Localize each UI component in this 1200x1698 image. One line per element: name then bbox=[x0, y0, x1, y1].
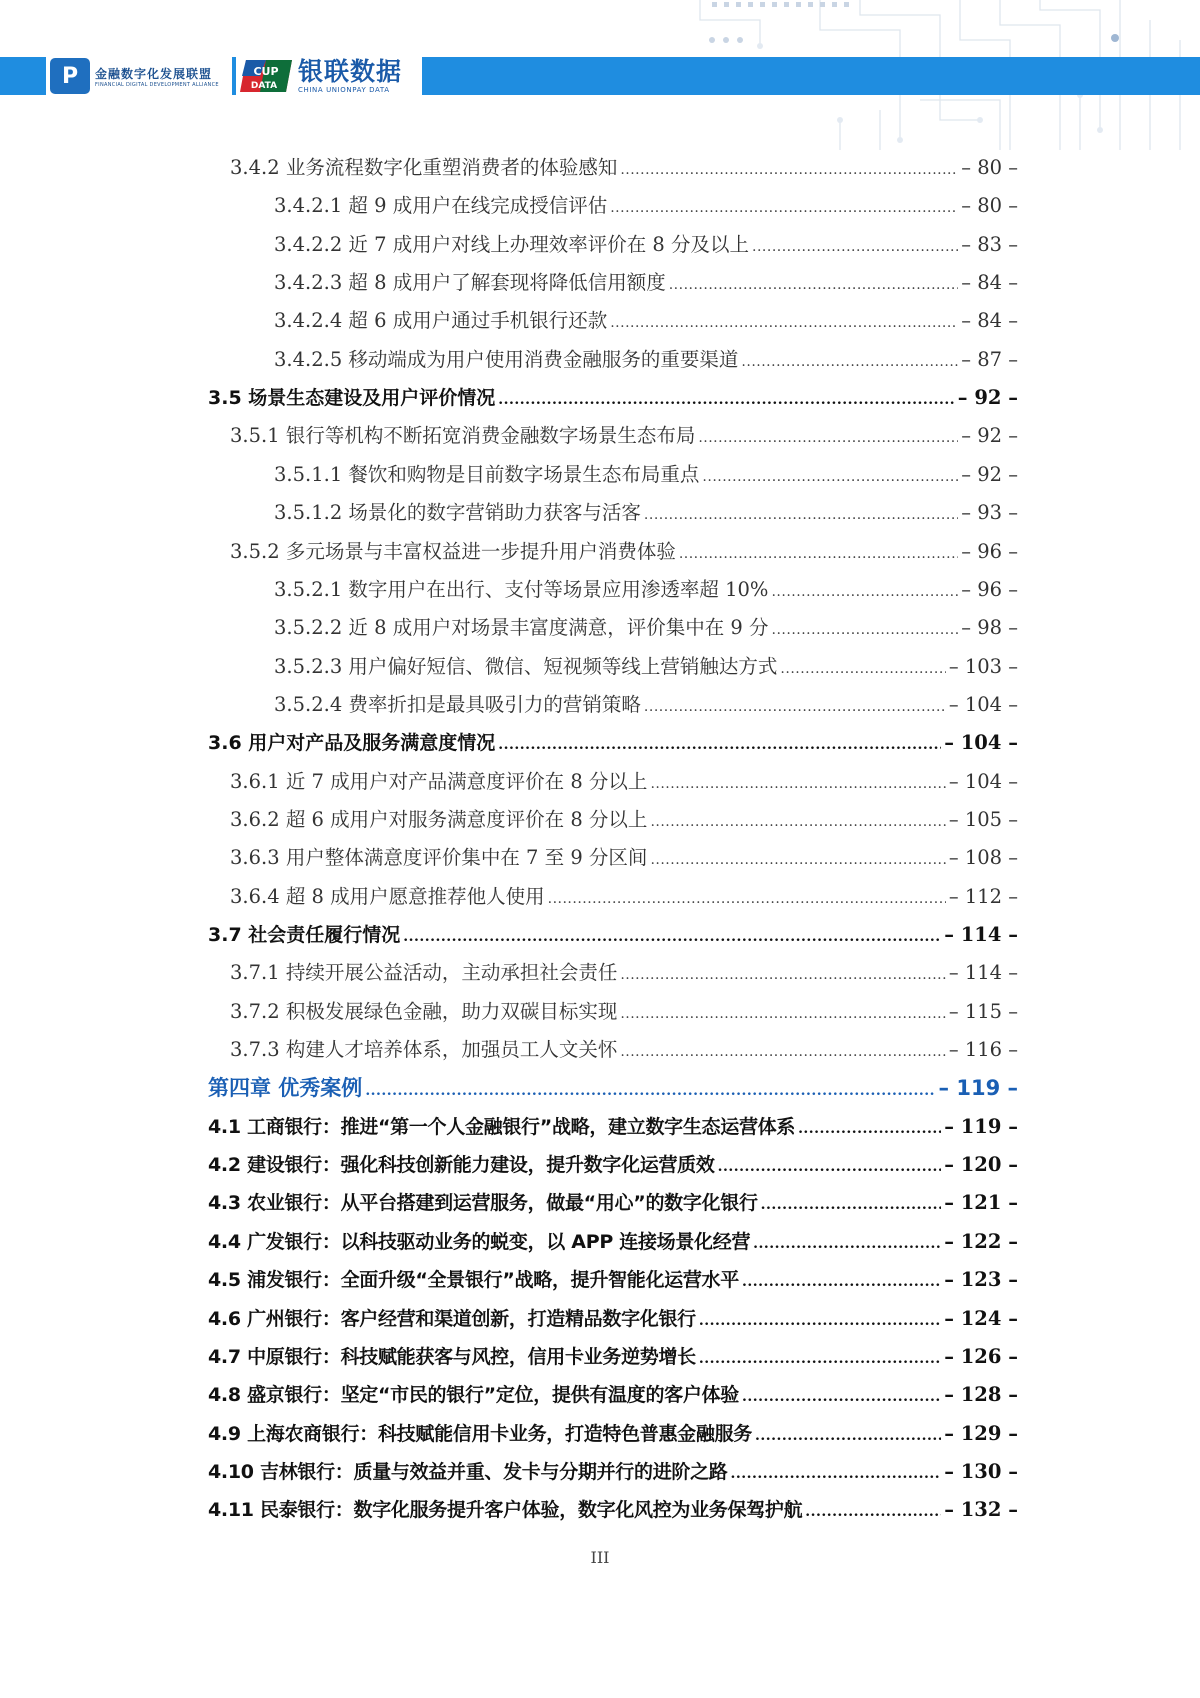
toc-entry-page: – 119 – bbox=[944, 1114, 1018, 1138]
toc-entry-page: – 132 – bbox=[944, 1498, 1018, 1522]
toc-dot-leader bbox=[610, 189, 958, 227]
toc-entry[interactable] bbox=[274, 648, 1018, 686]
toc-dot-leader bbox=[650, 803, 945, 841]
toc-entry[interactable] bbox=[208, 1261, 1018, 1299]
toc-entry[interactable] bbox=[230, 993, 1018, 1031]
toc-dot-leader bbox=[699, 1340, 941, 1378]
toc-entry-title: 3.7.1 持续开展公益活动，主动承担社会责任 bbox=[230, 961, 618, 985]
toc-entry[interactable] bbox=[274, 609, 1018, 647]
toc-entry-title: 3.5.2.1 数字用户在出行、支付等场景应用渗透率超 10% bbox=[274, 577, 769, 601]
toc-dot-leader bbox=[669, 266, 959, 304]
toc-entry-page: – 126 – bbox=[944, 1344, 1018, 1368]
toc-dot-leader bbox=[403, 918, 941, 956]
toc-entry-title: 4.2 建设银行：强化科技创新能力建设，提升数字化运营质效 bbox=[208, 1154, 715, 1177]
toc-dot-leader bbox=[805, 1493, 941, 1531]
toc-entry-page: – 104 – bbox=[944, 731, 1018, 755]
toc-entry[interactable] bbox=[230, 954, 1018, 992]
toc-dot-leader bbox=[650, 841, 945, 879]
toc-dot-leader bbox=[755, 1417, 941, 1455]
toc-dot-leader bbox=[679, 535, 958, 573]
toc-entry[interactable] bbox=[274, 456, 1018, 494]
toc-dot-leader bbox=[742, 1378, 941, 1416]
toc-entry-title: 3.6.3 用户整体满意度评价集中在 7 至 9 分区间 bbox=[230, 846, 648, 870]
cupdata-mark-bottom: DATA bbox=[250, 81, 278, 91]
toc-dot-leader bbox=[702, 458, 958, 496]
toc-entry-title: 3.5.1.1 餐饮和购物是目前数字场景生态布局重点 bbox=[274, 462, 700, 486]
toc-entry-page: – 119 – bbox=[938, 1076, 1018, 1101]
toc-entry[interactable] bbox=[208, 379, 1018, 417]
toc-entry-title: 3.5.1 银行等机构不断拓宽消费金融数字场景生态布局 bbox=[230, 424, 696, 448]
toc-entry-title: 3.4.2.5 移动端成为用户使用消费金融服务的重要渠道 bbox=[274, 347, 739, 371]
fda-logo bbox=[46, 55, 232, 97]
toc-entry-title: 4.5 浦发银行：全面升级“全景银行”战略，提升智能化运营水平 bbox=[208, 1269, 739, 1292]
toc-dot-leader bbox=[771, 573, 958, 611]
toc-entry-page: – 122 – bbox=[944, 1229, 1018, 1253]
toc-dot-leader bbox=[610, 304, 958, 342]
toc-dot-leader bbox=[620, 1033, 946, 1071]
toc-entry-title: 4.6 广州银行：客户经营和渠道创新，打造精品数字化银行 bbox=[208, 1307, 696, 1330]
toc-entry-page: – 121 – bbox=[944, 1191, 1018, 1215]
toc-dot-leader bbox=[752, 228, 958, 266]
cupdata-mark-top: CUP bbox=[253, 65, 279, 78]
fda-logo-name: 金融数字化发展联盟 bbox=[95, 66, 213, 81]
toc-entry-page: – 83 – bbox=[961, 232, 1018, 256]
toc-entry-title: 4.4 广发银行：以科技驱动业务的蜕变，以 APP 连接场景化经营 bbox=[208, 1230, 751, 1253]
fda-logo-icon: P bbox=[50, 58, 90, 94]
toc-entry-page: – 96 – bbox=[961, 539, 1018, 563]
toc-dot-leader bbox=[620, 956, 946, 994]
toc-entry[interactable] bbox=[274, 494, 1018, 532]
toc-entry-page: – 84 – bbox=[961, 271, 1018, 295]
toc-entry-title: 3.5.2.4 费率折扣是最具吸引力的营销策略 bbox=[274, 692, 641, 716]
toc-entry-title: 3.5.2.2 近 8 成用户对场景丰富度满意，评价集中在 9 分 bbox=[274, 616, 769, 640]
toc-entry[interactable] bbox=[208, 1108, 1018, 1146]
toc-entry-title: 3.7.2 积极发展绿色金融，助力双碳目标实现 bbox=[230, 999, 618, 1023]
toc-entry-page: – 93 – bbox=[961, 501, 1018, 525]
toc-entry-title: 3.7 社会责任履行情况 bbox=[208, 924, 401, 946]
toc-entry[interactable] bbox=[230, 149, 1018, 187]
toc-entry-page: – 124 – bbox=[944, 1306, 1018, 1330]
toc-dot-leader bbox=[731, 1455, 942, 1493]
toc-entry[interactable] bbox=[208, 724, 1018, 762]
toc-entry-page: – 116 – bbox=[948, 1038, 1018, 1062]
toc-dot-leader bbox=[498, 381, 955, 419]
toc-entry-page: – 130 – bbox=[944, 1459, 1018, 1483]
toc-entry-page: – 129 – bbox=[944, 1421, 1018, 1445]
toc-dot-leader bbox=[644, 688, 946, 726]
toc-entry-page: – 123 – bbox=[944, 1268, 1018, 1292]
toc-entry-title: 4.9 上海农商银行：科技赋能信用卡业务，打造特色普惠金融服务 bbox=[208, 1422, 752, 1445]
toc-entry-page: – 92 – bbox=[957, 386, 1018, 410]
toc-entry[interactable] bbox=[274, 187, 1018, 225]
toc-dot-leader bbox=[798, 1110, 941, 1148]
toc-entry-title: 3.4.2.3 超 8 成用户了解套现将降低信用额度 bbox=[274, 271, 666, 295]
toc-entry[interactable] bbox=[208, 1338, 1018, 1376]
toc-entry[interactable] bbox=[230, 801, 1018, 839]
toc-dot-leader bbox=[772, 611, 959, 649]
page-header bbox=[0, 0, 1200, 150]
toc-entry-page: – 114 – bbox=[948, 961, 1018, 985]
toc-entry-title: 4.10 吉林银行：质量与效益并重、发卡与分期并行的进阶之路 bbox=[208, 1460, 728, 1483]
toc-entry-title: 3.4.2.4 超 6 成用户通过手机银行还款 bbox=[274, 309, 608, 333]
toc-entry[interactable] bbox=[274, 571, 1018, 609]
toc-entry[interactable] bbox=[230, 763, 1018, 801]
toc-entry-page: – 103 – bbox=[948, 654, 1018, 678]
toc-dot-leader bbox=[650, 765, 945, 803]
toc-entry-page: – 92 – bbox=[961, 462, 1018, 486]
toc-entry[interactable] bbox=[208, 916, 1018, 954]
toc-dot-leader bbox=[741, 343, 958, 381]
toc-entry-page: – 114 – bbox=[944, 923, 1018, 946]
toc-entry[interactable] bbox=[230, 533, 1018, 571]
toc-entry[interactable] bbox=[274, 686, 1018, 724]
toc-entry-title: 第四章 优秀案例 bbox=[208, 1076, 363, 1101]
toc-entry-page: – 98 – bbox=[961, 616, 1018, 640]
toc-entry-title: 4.7 中原银行：科技赋能获客与风控，信用卡业务逆势增长 bbox=[208, 1345, 696, 1368]
toc-entry-title: 3.4.2.1 超 9 成用户在线完成授信评估 bbox=[274, 194, 608, 218]
toc-dot-leader bbox=[365, 1072, 935, 1110]
toc-entry-page: – 120 – bbox=[944, 1153, 1018, 1177]
toc-entry-title: 3.6 用户对产品及服务满意度情况 bbox=[208, 732, 496, 755]
toc-entry[interactable] bbox=[208, 1491, 1018, 1529]
fda-logo-english: FINANCIAL DIGITAL DEVELOPMENT ALLIANCE bbox=[95, 81, 219, 88]
toc-entry-page: – 87 – bbox=[961, 347, 1018, 371]
toc-entry-title: 3.4.2 业务流程数字化重塑消费者的体验感知 bbox=[230, 156, 618, 179]
toc-entry-page: – 104 – bbox=[948, 692, 1018, 716]
toc-entry-title: 3.4.2.2 近 7 成用户对线上办理效率评价在 8 分及以上 bbox=[274, 232, 750, 256]
toc-entry-title: 3.5.2 多元场景与丰富权益进一步提升用户消费体验 bbox=[230, 539, 676, 563]
toc-entry-title: 3.6.1 近 7 成用户对产品满意度评价在 8 分以上 bbox=[230, 769, 648, 793]
cupdata-logo-icon bbox=[236, 56, 296, 96]
toc-entry-page: – 104 – bbox=[948, 769, 1018, 793]
toc-dot-leader bbox=[742, 1263, 941, 1301]
toc-entry[interactable] bbox=[208, 1184, 1018, 1222]
toc-entry-title: 3.6.4 超 8 成用户愿意推荐他人使用 bbox=[230, 884, 545, 908]
toc-entry[interactable] bbox=[230, 417, 1018, 455]
toc-entry[interactable] bbox=[208, 1376, 1018, 1414]
toc-entry[interactable] bbox=[274, 264, 1018, 302]
toc-entry-title: 3.7.3 构建人才培养体系，加强员工人文关怀 bbox=[230, 1038, 618, 1062]
toc-entry[interactable] bbox=[208, 1223, 1018, 1261]
toc-entry-page: – 105 – bbox=[948, 807, 1018, 831]
toc-entry[interactable] bbox=[208, 1069, 1018, 1107]
toc-entry-page: – 80 – bbox=[961, 156, 1018, 179]
toc-entry[interactable] bbox=[208, 1146, 1018, 1184]
toc-dot-leader bbox=[620, 151, 958, 189]
toc-entry-page: – 92 – bbox=[961, 424, 1018, 448]
toc-entry-title: 3.5.1.2 场景化的数字营销助力获客与活客 bbox=[274, 501, 641, 525]
toc-entry-page: – 84 – bbox=[961, 309, 1018, 333]
toc-entry-page: – 108 – bbox=[948, 846, 1018, 870]
toc-entry[interactable] bbox=[208, 1453, 1018, 1491]
toc-entry-page: – 128 – bbox=[944, 1383, 1018, 1407]
toc-entry-title: 4.1 工商银行：推进“第一个人金融银行”战略，建立数字生态运营体系 bbox=[208, 1115, 796, 1138]
toc-entry[interactable] bbox=[230, 878, 1018, 916]
page-number: III bbox=[590, 1548, 610, 1567]
toc-dot-leader bbox=[753, 1225, 941, 1263]
toc-entry-title: 3.6.2 超 6 成用户对服务满意度评价在 8 分以上 bbox=[230, 807, 648, 831]
toc-entry[interactable] bbox=[230, 839, 1018, 877]
toc-entry-page: – 96 – bbox=[961, 577, 1018, 601]
toc-entry-title: 4.8 盛京银行：坚定“市民的银行”定位，提供有温度的客户体验 bbox=[208, 1384, 739, 1407]
toc-dot-leader bbox=[699, 1302, 941, 1340]
toc-entry-title: 3.5.2.3 用户偏好短信、微信、短视频等线上营销触达方式 bbox=[274, 654, 778, 678]
cupdata-logo-name: 银联数据 bbox=[298, 57, 403, 86]
toc-dot-leader bbox=[718, 1148, 942, 1186]
toc-entry-title: 4.11 民泰银行：数字化服务提升客户体验，数字化风控为业务保驾护航 bbox=[208, 1499, 803, 1522]
toc-entry[interactable] bbox=[208, 1300, 1018, 1338]
toc-entry[interactable] bbox=[274, 341, 1018, 379]
toc-entry[interactable] bbox=[208, 1415, 1018, 1453]
toc-entry-title: 3.5 场景生态建设及用户评价情况 bbox=[208, 387, 496, 410]
cupdata-logo-english: CHINA UNIONPAY DATA bbox=[298, 86, 390, 94]
toc-entry[interactable] bbox=[230, 1031, 1018, 1069]
toc-dot-leader bbox=[761, 1186, 942, 1224]
toc-entry-page: – 115 – bbox=[948, 999, 1018, 1023]
toc-dot-leader bbox=[698, 419, 958, 457]
toc-entry-page: – 80 – bbox=[961, 194, 1018, 218]
toc-entry[interactable] bbox=[274, 226, 1018, 264]
toc-entry-title: 4.3 农业银行：从平台搭建到运营服务，做最“用心”的数字化银行 bbox=[208, 1192, 758, 1215]
cupdata-logo bbox=[236, 55, 422, 97]
toc-entry-page: – 112 – bbox=[948, 884, 1018, 908]
toc-dot-leader bbox=[644, 496, 958, 534]
toc-dot-leader bbox=[620, 995, 946, 1033]
toc-dot-leader bbox=[780, 650, 945, 688]
toc-dot-leader bbox=[548, 880, 946, 918]
toc-entry[interactable] bbox=[274, 302, 1018, 340]
toc-dot-leader bbox=[498, 726, 941, 764]
